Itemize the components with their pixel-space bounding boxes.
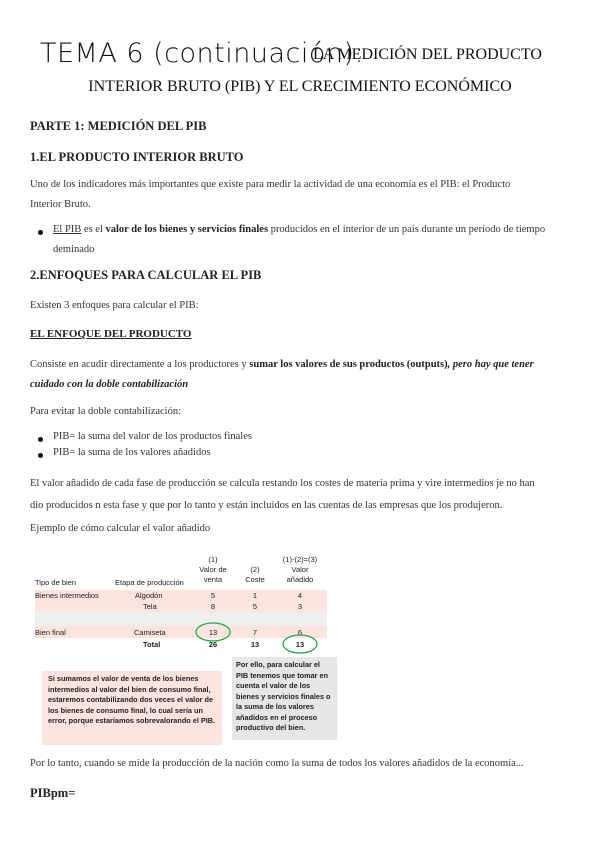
cell-etapa: Algodón [135,591,163,600]
cell-va: 3 [297,602,303,611]
header-text: (1) [208,555,218,564]
bold-text: valor de los bienes y servicios finales [105,224,269,235]
value-added-table [35,552,327,652]
conclusion-text: Por lo tanto, cuando se mide la producción de la nación como la suma de todos los valores añadidos de la economía... [30,758,524,769]
header-etapa: Etapa de producción [115,578,184,587]
section-2-heading: 2.ENFOQUES PARA CALCULAR EL PIB [30,268,262,282]
cell-etapa: Camiseta [134,628,166,637]
cell-tipo: Bienes intermedios [35,591,99,600]
paragraph-line: El valor añadido de cada fase de producción se calcula restando los costes de materia prima y vire intermedios je no han [30,478,535,489]
cell-venta: 5 [210,591,216,600]
cell-va: 4 [297,591,303,600]
definition-bullet [53,220,583,260]
header-text: Valor de [199,565,227,574]
cell-etapa: Total [143,640,161,649]
evitar-text: Para evitar la doble contabilización: [30,406,182,417]
paragraph-line: Interior Bruto. [30,199,91,210]
paragraph-line: deminado [53,244,95,255]
circle-venta-13 [196,623,230,641]
pib-underlined: El PIB [53,224,82,235]
text: Consiste en acudir directamente a los productores y [30,359,250,370]
enfoques-intro: Existen 3 enfoques para calcular el PIB: [30,300,199,311]
title-line-2: INTERIOR BRUTO (PIB) Y EL CRECIMIENTO ECONÓMICO [88,78,512,95]
cell-etapa: Tela [143,602,157,611]
valor-anadido-paragraph [30,474,590,516]
cell-venta: 26 [208,640,218,649]
paragraph-line: dio producidos n esta fase y que por lo tanto y están incluidos en las cuentas de las empresas que los produjeron. [30,500,503,511]
cell-coste: 7 [252,628,258,637]
cell-va: 6 [297,628,303,637]
header-text: (2) [250,565,260,574]
bullet-icon [38,230,43,235]
bullet-item: PIB= la suma del valor de los productos finales [53,431,252,442]
header-text: venta [203,575,223,584]
title-line-1: LA MEDICIÓN DEL PRODUCTO [313,46,542,63]
ejemplo-text: Ejemplo de cómo calcular el valor añadido [30,523,211,534]
cell-tipo: Bien final [35,628,66,637]
cell-coste: 5 [252,602,258,611]
bold-italic-text: cuidado con la doble contabilización [30,379,189,390]
bullet-item: PIB= la suma de los valores añadidos [53,447,211,458]
bold-text: sumar los valores de sus productos (outputs) [249,359,448,370]
note-conclusion: Por ello, para calcular el PIB tenemos que tomar en cuenta el valor de los bienes y servicios finales o la suma de los valores añadidos en el proceso productivo del bien. [232,657,337,740]
cell-va: 13 [295,640,305,649]
header-text: añadido [286,575,314,584]
note-double-counting: Si sumamos el valor de venta de los bienes intermedios al valor del bien de consumo final, estaremos contabilizando dos veces el valor de los bienes de consumo final, lo cual sería un error, porque estaríamos sobrevalorando el PIB. [42,671,222,745]
highlight-circles [35,552,327,656]
header-tipo: Tipo de bien [35,578,77,587]
cell-coste: 13 [250,640,260,649]
handwritten-title: TEMA 6 (continuación): [40,38,365,69]
paragraph-line: Uno de los indicadores más importantes que existe para medir la actividad de una economía es el PIB: el Producto [30,179,511,190]
cell-venta: 13 [208,628,218,637]
text: producidos en el interior de un país durante un período de tiempo [268,224,546,235]
cell-venta: 8 [210,602,216,611]
bullet-icon [38,437,43,442]
pibpm-label: PIBpm= [30,786,76,800]
circle-va-13 [283,635,317,653]
cell-coste: 1 [252,591,258,600]
section-1-heading: 1.EL PRODUCTO INTERIOR BRUTO [30,150,244,164]
consiste-paragraph [30,355,575,395]
part-heading: PARTE 1: MEDICIÓN DEL PIB [30,119,207,133]
header-text: (1)-(2)=(3) [282,555,318,564]
bold-italic-text: , pero hay que tener [447,359,534,370]
header-text: Valor [291,565,309,574]
enfoque-producto-heading: EL ENFOQUE DEL PRODUCTO [30,328,192,340]
bullet-icon [38,453,43,458]
text: es el [81,224,106,235]
intro-paragraph [30,175,510,215]
header-text: Coste [245,575,265,584]
